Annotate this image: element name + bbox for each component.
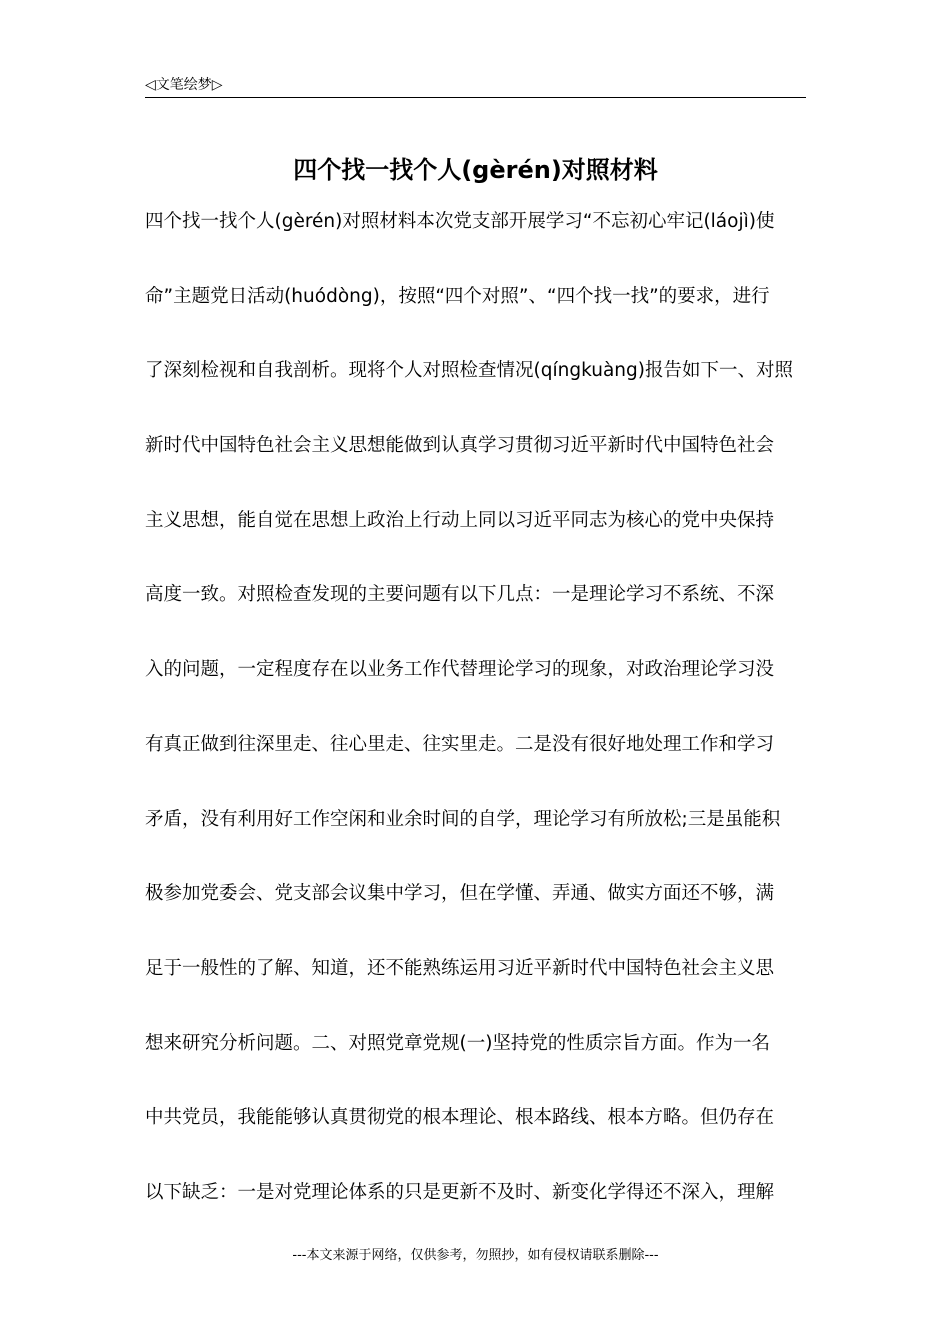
body-line: 有真正做到往深里走、往心里走、往实里走。二是没有很好地处理工作和学习: [145, 733, 775, 755]
document-body: [145, 203, 806, 1249]
body-line: 入的问题，一定程度存在以业务工作代替理论学习的现象，对政治理论学习没: [145, 659, 775, 681]
body-line: 高度一致。对照检查发现的主要问题有以下几点：一是理论学习不系统、不深: [145, 584, 775, 606]
page-header: [145, 74, 805, 96]
body-line: 矛盾，没有利用好工作空闲和业余时间的自学，理论学习有所放松;三是虽能积: [145, 808, 781, 830]
body-line: 极参加党委会、党支部会议集中学习，但在学懂、弄通、做实方面还不够，满: [145, 883, 775, 905]
page-footer: ---本文来源于网络，仅供参考，勿照抄，如有侵权请联系删除---: [292, 1248, 659, 1263]
body-line: 想来研究分析问题。二、对照党章党规(一)坚持党的性质宗旨方面。作为一名: [145, 1032, 770, 1054]
document-title: 四个找一找个人(gèrén)对照材料: [293, 156, 658, 184]
body-line: 足于一般性的了解、知道，还不能熟练运用习近平新时代中国特色社会主义思: [145, 957, 775, 979]
body-line: 命”主题党日活动(huódòng)，按照“四个对照”、“四个找一找”的要求，进行: [145, 285, 770, 307]
body-line: 以下缺乏：一是对党理论体系的只是更新不及时、新变化学得还不深入，理解: [145, 1181, 775, 1203]
body-line: 四个找一找个人(gèrén)对照材料本次党支部开展学习“不忘初心牢记(láojì)使: [145, 211, 775, 232]
body-line: 新时代中国特色社会主义思想能做到认真学习贯彻习近平新时代中国特色社会: [145, 435, 775, 457]
body-line: 了深刻检视和自我剖析。现将个人对照检查情况(qíngkuàng)报告如下一、对照: [145, 360, 793, 382]
body-line: 主义思想，能自觉在思想上政治上行动上同以习近平同志为核心的党中央保持: [145, 509, 775, 531]
header-text: ◁文笔绘梦▷: [145, 77, 223, 93]
body-line: 中共党员，我能能够认真贯彻党的根本理论、根本路线、根本方略。但仍存在: [145, 1107, 775, 1129]
header-divider: [145, 97, 806, 98]
